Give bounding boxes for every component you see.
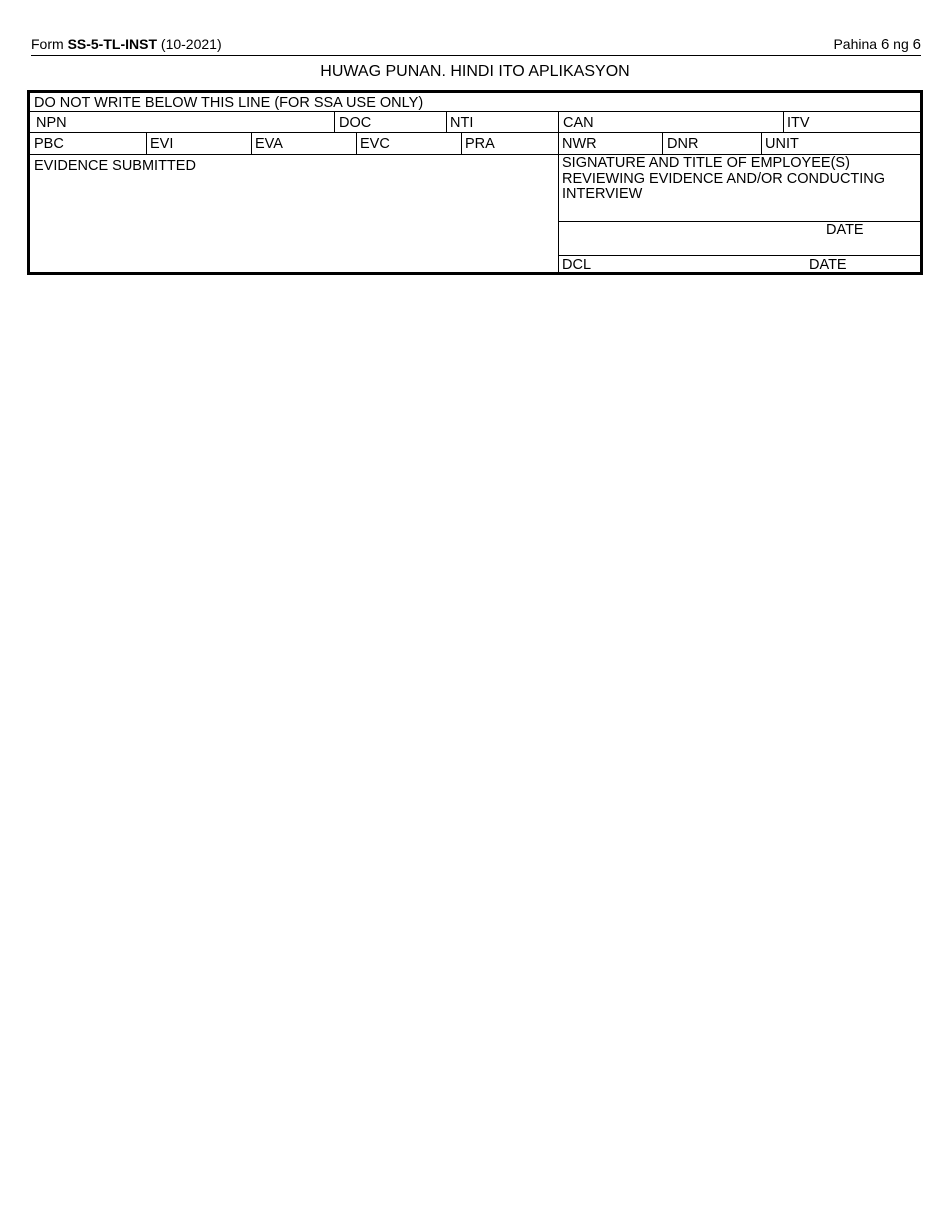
divider — [334, 111, 335, 133]
pbc-field-label: PBC — [34, 136, 64, 152]
form-date: (10-2021) — [157, 36, 222, 52]
npn-field-label: NPN — [36, 115, 67, 131]
evi-field-label: EVI — [150, 136, 174, 152]
ssa-use-only-box — [27, 90, 923, 275]
can-field-label: CAN — [563, 115, 594, 131]
dnr-field-label: DNR — [667, 136, 699, 152]
form-code: SS-5-TL-INST — [67, 36, 158, 52]
divider — [783, 111, 784, 133]
nti-field-label: NTI — [450, 115, 474, 131]
divider — [662, 132, 663, 155]
dcl-field-label: DCL — [562, 257, 592, 273]
eva-field-label: EVA — [255, 136, 283, 152]
page-current: 6 — [880, 36, 890, 53]
pra-field-label: PRA — [465, 136, 495, 152]
not-an-application-notice: HUWAG PUNAN. HINDI ITO APLIKASYON — [320, 63, 630, 80]
dcl-date-label: DATE — [809, 257, 847, 273]
unit-field-label: UNIT — [765, 136, 799, 152]
form-identifier: Form SS-5-TL-INST (10-2021) — [31, 36, 222, 52]
divider — [251, 132, 252, 155]
divider — [30, 132, 920, 133]
doc-field-label: DOC — [339, 115, 372, 131]
divider — [356, 132, 357, 155]
divider — [146, 132, 147, 155]
divider — [558, 111, 559, 272]
nwr-field-label: NWR — [562, 136, 597, 152]
divider — [558, 221, 920, 222]
divider — [461, 132, 462, 155]
page-total: 6 — [912, 36, 921, 53]
divider — [558, 255, 920, 256]
ssa-use-only-title: DO NOT WRITE BELOW THIS LINE (FOR SSA USE ONLY) — [34, 95, 424, 111]
evidence-submitted-label: EVIDENCE SUBMITTED — [34, 158, 196, 174]
page-number: Pahina 6 ng 6 — [833, 36, 921, 53]
signature-title-label: SIGNATURE AND TITLE OF EMPLOYEE(S) REVIEWING EVIDENCE AND/OR CONDUCTING INTERVIEW — [562, 155, 886, 202]
page-header — [31, 35, 921, 56]
itv-field-label: ITV — [787, 115, 810, 131]
divider — [30, 111, 920, 112]
interview-date-label: DATE — [826, 222, 864, 238]
evc-field-label: EVC — [360, 136, 390, 152]
divider — [446, 111, 447, 133]
divider — [761, 132, 762, 155]
